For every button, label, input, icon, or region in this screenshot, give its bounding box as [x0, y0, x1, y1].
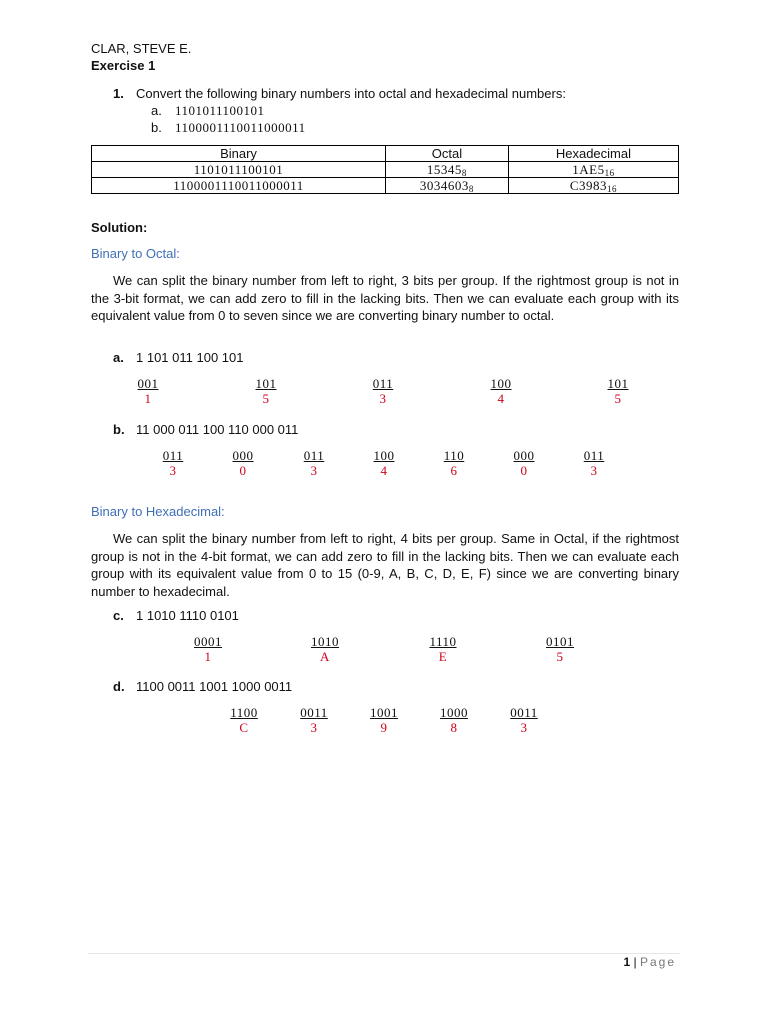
column-header-binary: Binary — [92, 146, 386, 162]
cell-hex: $C3983_{16}$ — [508, 178, 678, 194]
bit-group: 011 3 — [303, 448, 325, 478]
cell-octal: $15345_8$ — [385, 162, 508, 178]
solution-title: Solution: — [91, 220, 148, 235]
table-header-row — [92, 146, 679, 162]
bit-group: 0011 3 — [300, 705, 328, 735]
question-item-a-value: 1101011100101 — [175, 103, 265, 118]
example-c-binary: 1 1010 1110 0101 — [136, 608, 239, 623]
column-header-hexadecimal: Hexadecimal — [508, 146, 678, 162]
cell-binary: 1100001110011000011 — [92, 178, 386, 194]
bit-group: 100 4 — [490, 376, 512, 406]
bit-group: 1001 9 — [370, 705, 398, 735]
example-a-binary: 1 101 011 100 101 — [136, 350, 244, 365]
page-number: 1 — [623, 955, 631, 969]
bit-group: 1000 8 — [440, 705, 468, 735]
bit-group: 0101 5 — [546, 634, 574, 664]
example-b-label: b. — [113, 422, 125, 437]
bit-group: 100 4 — [373, 448, 395, 478]
question-number: 1. — [113, 86, 124, 101]
bit-group: 001 1 — [137, 376, 159, 406]
hex-paragraph: We can split the binary number from left to right, 4 bits per group. Same in Octal, if the rightmost group is not in the 4-bit format, we can add zero to fill in the lacking bits. Then we can evaluate each group with its equivalent value from 0 to 15 (0-9, A, B, C, D, E, F) since we are converting binary number to hexadecimal. — [91, 531, 679, 599]
student-name: CLAR, STEVE E. — [91, 41, 192, 56]
bit-group: 1110 E — [429, 634, 457, 664]
footer-divider — [88, 953, 680, 954]
bit-group: 000 0 — [513, 448, 535, 478]
question-item-b-label: b. — [151, 120, 162, 135]
example-d-binary: 1100 0011 1001 1000 0011 — [136, 679, 293, 694]
conversion-table — [91, 145, 679, 194]
example-b-binary: 11 000 011 100 110 000 011 — [136, 422, 299, 437]
table-row — [92, 178, 679, 194]
hex-heading: Binary to Hexadecimal: — [91, 504, 225, 519]
page-label: Page — [639, 955, 676, 969]
question-text: Convert the following binary numbers into octal and hexadecimal numbers: — [136, 86, 566, 101]
example-a-label: a. — [113, 350, 124, 365]
column-header-octal: Octal — [385, 146, 508, 162]
footer-separator: | — [633, 955, 637, 969]
bit-group: 000 0 — [232, 448, 254, 478]
cell-binary: 1101011100101 — [92, 162, 386, 178]
bit-group: 011 3 — [162, 448, 184, 478]
bit-group: 0011 3 — [510, 705, 538, 735]
question-item-a-label: a. — [151, 103, 162, 118]
bit-group: 1100 C — [230, 705, 258, 735]
bit-group: 1010 A — [311, 634, 339, 664]
cell-octal: $3034603_8$ — [385, 178, 508, 194]
example-c-label: c. — [113, 608, 124, 623]
bit-group: 011 3 — [372, 376, 394, 406]
bit-group: 0001 1 — [194, 634, 222, 664]
page-footer — [623, 955, 676, 969]
question-item-b-value: 1100001110011000011 — [175, 120, 306, 135]
octal-heading: Binary to Octal: — [91, 246, 180, 261]
cell-hex: $1AE5_{16}$ — [508, 162, 678, 178]
bit-group: 011 3 — [583, 448, 605, 478]
exercise-title: Exercise 1 — [91, 58, 156, 73]
bit-group: 101 5 — [607, 376, 629, 406]
bit-group: 110 6 — [443, 448, 465, 478]
table-row — [92, 162, 679, 178]
bit-group: 101 5 — [255, 376, 277, 406]
example-d-label: d. — [113, 679, 125, 694]
octal-paragraph: We can split the binary number from left to right, 3 bits per group. If the rightmost group is not in the 3-bit format, we can add zero to fill in the lacking bits. Then we can evaluate each group with its equivalent value from 0 to seven since we are converting binary number to octal. — [91, 273, 679, 323]
